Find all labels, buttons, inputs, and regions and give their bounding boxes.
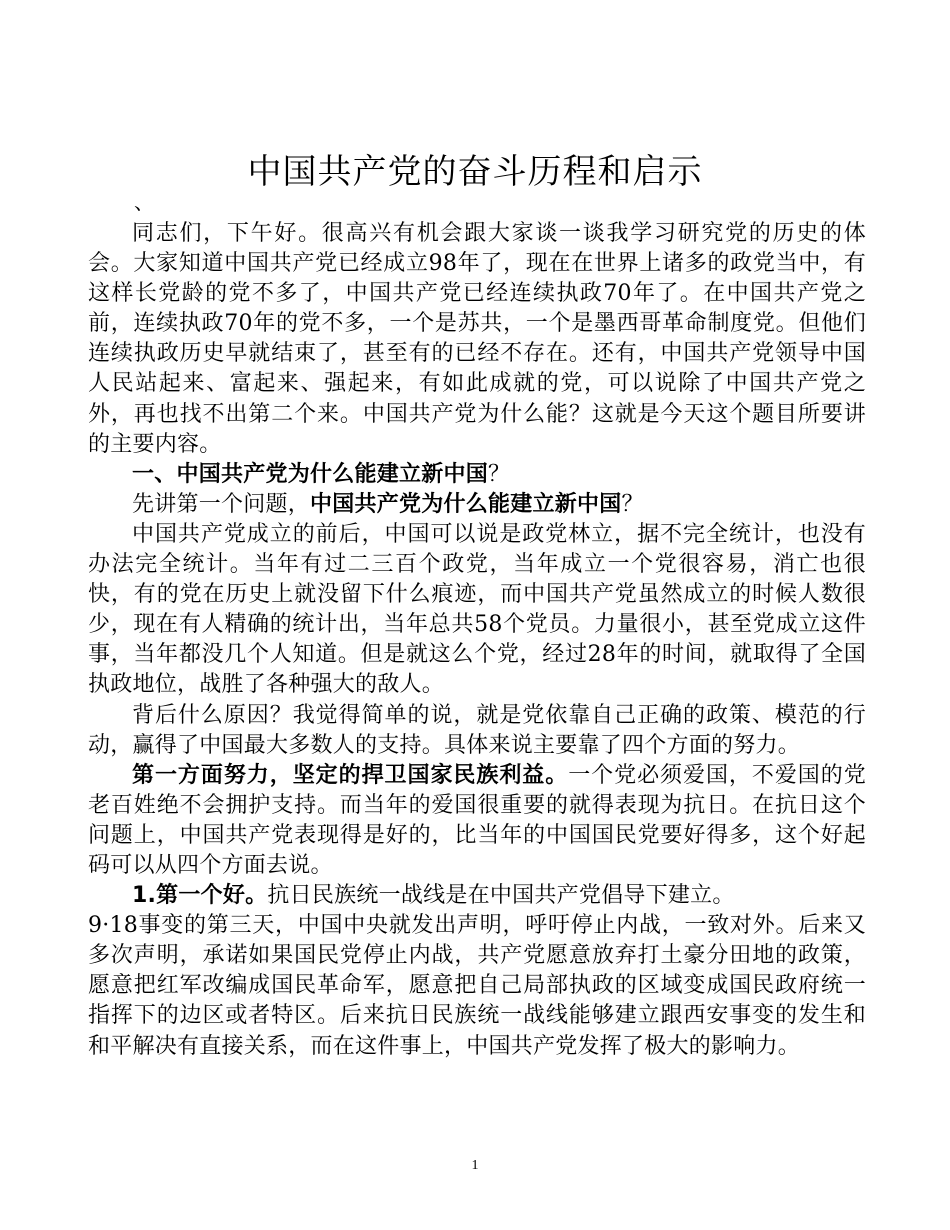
stray-punctuation-mark: 、 — [134, 190, 154, 214]
section-heading-1 — [88, 460, 866, 490]
first-question-mark: ？ — [621, 491, 644, 517]
document-body — [88, 219, 866, 1062]
paragraph-party-founding: 中国共产党成立的前后，中国可以说是政党林立，据不完全统计，也没有办法完全统计。当年有过二三百个政党，当年成立一个党很容易，消亡也很快，有的党在历史上就没留下什么痕迹，而中国共产党虽然成立的时候人数很少，现在有人精确的统计出，当年总共58个党员。力量很小，甚至党成立这件事，当年都没几个人知道。但是就这么个党，经过28年的时间，就取得了全国执政地位，战胜了各种强大的敌人。 — [88, 521, 866, 698]
paragraph-first-effort — [88, 761, 866, 881]
document-title: 中国共产党的奋斗历程和启示 — [247, 152, 703, 192]
paragraph-intro: 同志们，下午好。很高兴有机会跟大家谈一谈我学习研究党的历史的体会。大家知道中国共产党已经成立98年了，现在在世界上诸多的政党当中，有这样长党龄的党不多了，中国共产党已经连续执政70年了。在中国共产党之前，连续执政70年的党不多，一个是苏共，一个是墨西哥革命制度党。但他们连续执政历史早就结束了，甚至有的已经不存在。还有，中国共产党领导中国人民站起来、富起来、强起来，有如此成就的党，可以说除了中国共产党之外，再也找不出第二个来。中国共产党为什么能？这就是今天这个题目所要讲的主要内容。 — [88, 221, 866, 457]
first-effort-text: 一个党必须爱国，不爱国的党老百姓绝不会拥护支持。而当年的爱国很重要的就得表现为抗日。在抗日这个问题上，中国共产党表现得是好的，比当年的中国国民党要好得多，这个好起码可以从四个方面去说。 — [88, 762, 866, 878]
first-question-lead: 先讲第一个问题， — [132, 491, 311, 517]
paragraph-first-question — [88, 490, 866, 520]
first-question-bold: 中国共产党为什么能建立新中国 — [310, 491, 622, 517]
first-good-heading: 1.第一个好。 — [132, 883, 268, 909]
paragraph-918-incident: 9·18事变的第三天，中国中央就发出声明，呼吁停止内战，一致对外。后来又多次声明，承诺如果国民党停止内战，共产党愿意放弃打土豪分田地的政策，愿意把红军改编成国民革命军，愿意把自己局部执政的区域变成国民政府统一指挥下的边区或者特区。后来抗日民族统一战线能够建立跟西安事变的发生和和平解决有直接关系，而在这件事上，中国共产党发挥了极大的影响力。 — [88, 913, 866, 1059]
first-effort-heading: 第一方面努力，坚定的捍卫国家民族利益。 — [132, 762, 569, 788]
first-good-text: 抗日民族统一战线是在中国共产党倡导下建立。 — [267, 883, 735, 909]
paragraph-reasons: 背后什么原因？我觉得简单的说，就是党依靠自己正确的政策、模范的行动，赢得了中国最大多数人的支持。具体来说主要靠了四个方面的努力。 — [88, 702, 866, 758]
paragraph-first-good — [88, 881, 866, 911]
page-number: 1 — [471, 1158, 479, 1173]
section-heading-1-text: 一、中国共产党为什么能建立新中国 — [132, 461, 489, 487]
section-heading-1-mark: ？ — [488, 461, 511, 487]
